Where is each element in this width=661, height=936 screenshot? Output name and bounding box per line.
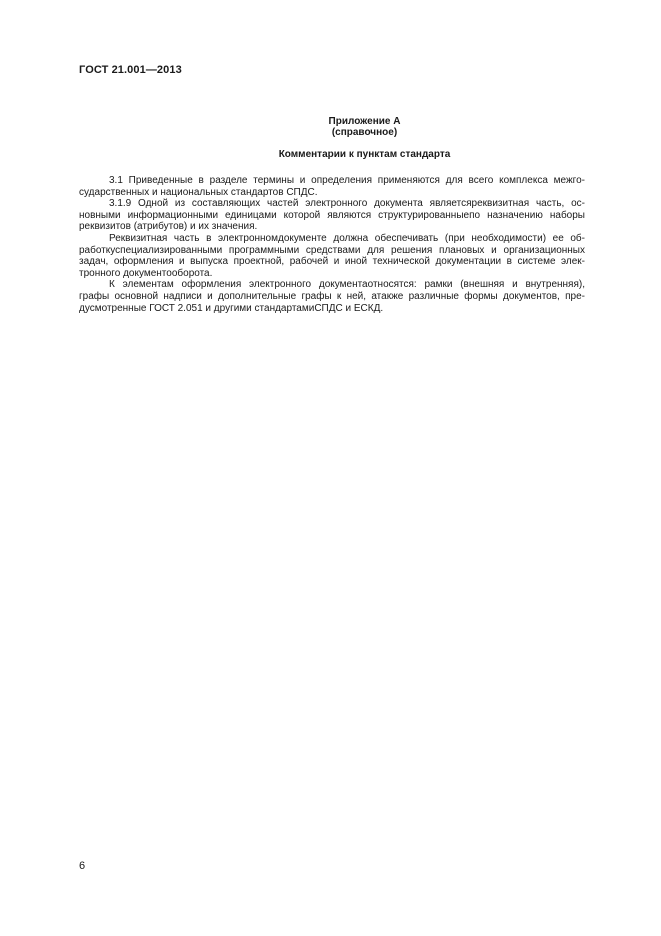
document-header: ГОСТ 21.001—2013 xyxy=(79,64,182,76)
text-line: Реквизитная часть в электронномдокументе должна обеспечивать (при необходимости) ее об- xyxy=(109,232,585,244)
text-line: сударственных и национальных стандартов СПДС. xyxy=(79,186,318,198)
paragraph xyxy=(79,279,585,314)
paragraph xyxy=(79,175,585,198)
body-text xyxy=(79,175,585,314)
text-line: работкуспециализированными программными средствами для решения плановых и организационных xyxy=(79,244,585,256)
page-number: 6 xyxy=(79,860,86,872)
text-line: реквизитов (атрибутов) и их значения. xyxy=(79,221,258,233)
text-line: 3.1.9 Одной из составляющих частей электронного документа являетсяреквизитная часть, ос- xyxy=(109,198,585,210)
paragraph xyxy=(79,233,585,279)
text-line: графы основной надписи и дополнительные графы к ней, атакже различные формы документов, пре- xyxy=(79,290,585,302)
text-line: задач, оформления и выпуска проектной, рабочей и иной технической документации в системе элек- xyxy=(79,256,585,268)
appendix-title: Приложение А xyxy=(328,116,401,127)
text-line: К элементам оформления электронного документаотносятся: рамки (внешняя и внутренняя), xyxy=(109,279,585,291)
paragraph xyxy=(79,198,585,233)
text-line: дусмотренные ГОСТ 2.051 и другими стандартамиСПДС и ЕСКД. xyxy=(79,302,384,314)
section-title: Комментарии к пунктам стандарта xyxy=(278,149,451,160)
text-line: 3.1 Приведенные в разделе термины и определения применяются для всего комплекса межго- xyxy=(109,175,585,186)
appendix-subtitle: (справочное) xyxy=(331,127,398,138)
text-line: новными информационными единицами которой являются структурированныепо назначению наборы xyxy=(79,209,585,221)
text-line: тронного документооборота. xyxy=(79,267,213,279)
